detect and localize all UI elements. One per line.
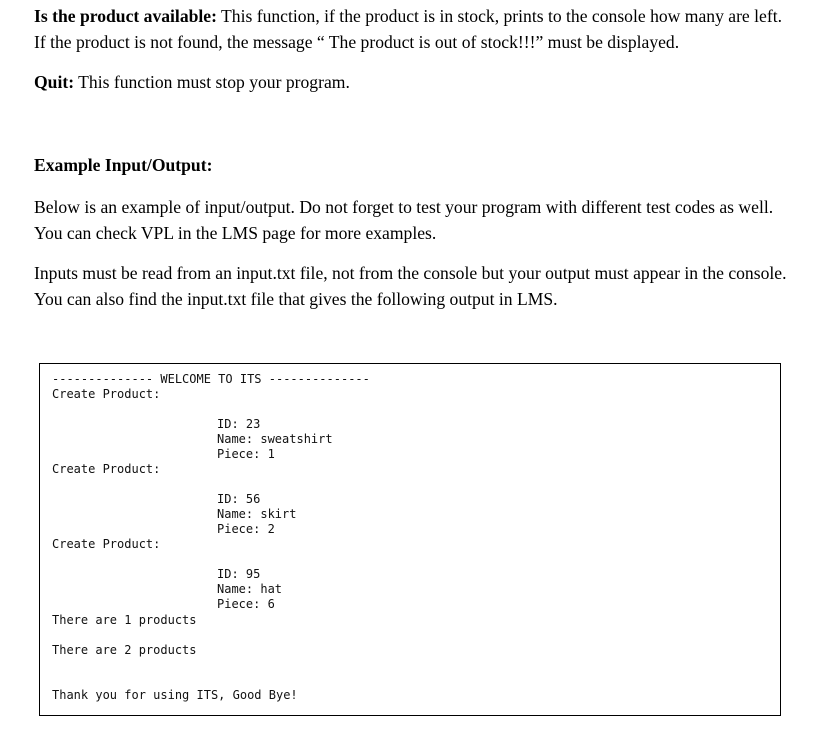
- console-create-product-line: Create Product:: [52, 537, 161, 551]
- console-output-box: [39, 363, 781, 716]
- console-product-id: ID: 23: [217, 417, 261, 431]
- example-io-heading: Example Input/Output:: [34, 155, 213, 175]
- console-product-piece: Piece: 2: [217, 522, 275, 536]
- console-welcome-line: -------------- WELCOME TO ITS --------------: [52, 372, 370, 386]
- available-function-text: This function, if the product is in stock, prints to the console how many are left. If the product is not found, the message “ The product is out of stock!!!” must be displayed.: [34, 6, 782, 52]
- console-product-count-line: There are 1 products: [52, 613, 197, 627]
- available-function-label: Is the product available:: [34, 6, 217, 26]
- quit-function-text: This function must stop your program.: [74, 72, 350, 92]
- console-product-name: Name: sweatshirt: [217, 432, 333, 446]
- quit-function-label: Quit:: [34, 72, 75, 92]
- inputs-paragraph: Inputs must be read from an input.txt file, not from the console but your output must appear in the console. You can also find the input.txt file that gives the following output in LMS.: [34, 263, 787, 309]
- console-product-piece: Piece: 1: [217, 447, 275, 461]
- available-function-description: [34, 3, 794, 55]
- console-goodbye-line: Thank you for using ITS, Good Bye!: [52, 688, 298, 702]
- example-io-paragraph: Below is an example of input/output. Do not forget to test your program with different test codes as well. You can check VPL in the LMS page for more examples.: [34, 197, 774, 243]
- console-create-product-line: Create Product:: [52, 387, 161, 401]
- console-product-name: Name: skirt: [217, 507, 297, 521]
- console-create-product-line: Create Product:: [52, 462, 161, 476]
- console-product-piece: Piece: 6: [217, 597, 275, 611]
- console-product-id: ID: 95: [217, 567, 261, 581]
- console-product-id: ID: 56: [217, 492, 261, 506]
- quit-function-description: [34, 69, 794, 95]
- console-product-name: Name: hat: [217, 582, 283, 596]
- console-product-count-line: There are 2 products: [52, 643, 197, 657]
